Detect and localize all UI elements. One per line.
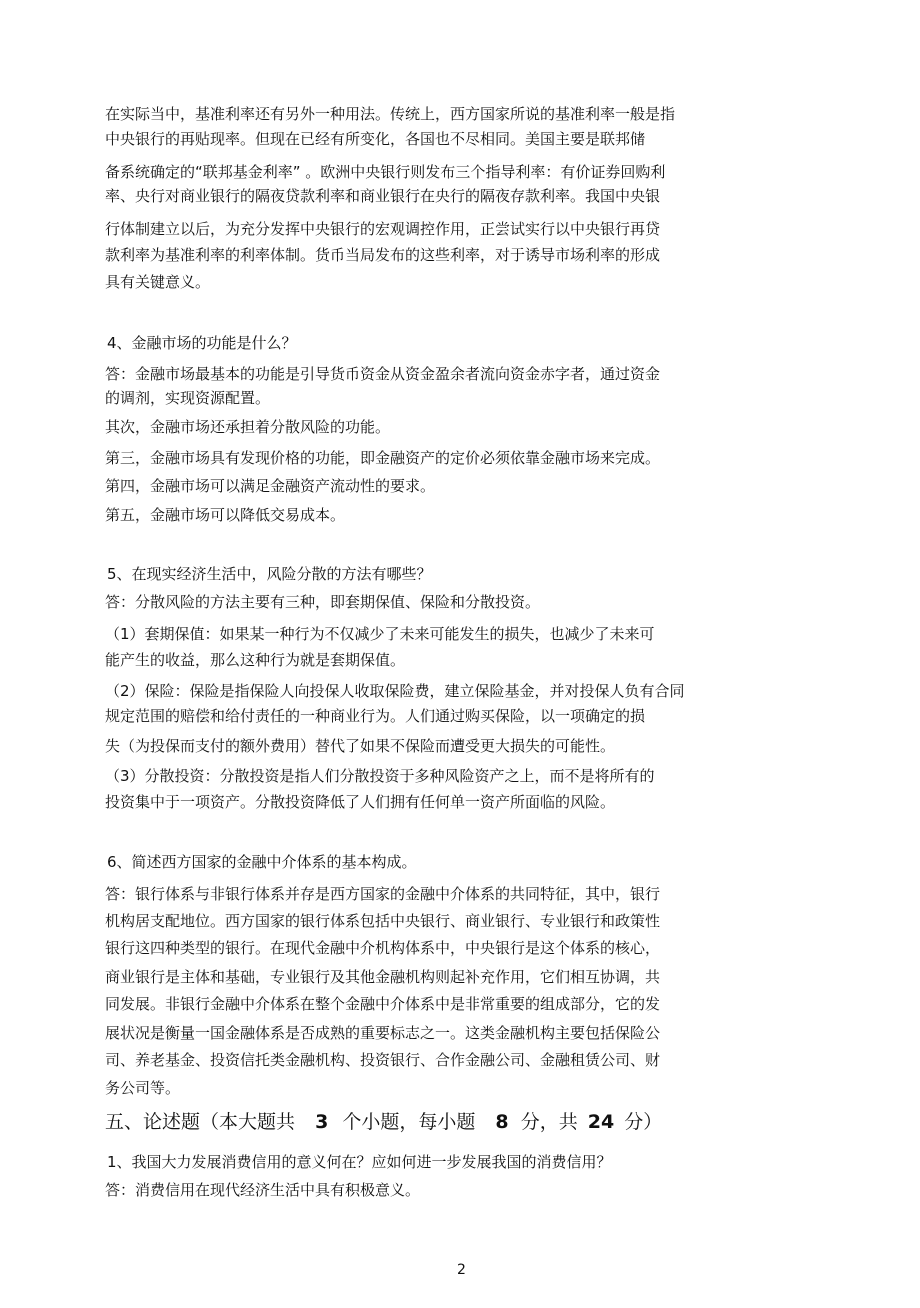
section-heading-mid2: 分，共	[520, 1111, 578, 1133]
answer-line: （2）保险：保险是指保险人向投保人收取保险费，建立保险基金，并对投保人负有合同	[105, 682, 685, 700]
page-number: 2	[457, 1262, 466, 1278]
points-total: 24	[587, 1111, 615, 1133]
paragraph-line: 备系统确定的“联邦基金利率” 。欧洲中央银行则发布三个指导利率：有价证券回购利	[105, 163, 666, 181]
answer-line: （1）套期保值：如果某一种行为不仅减少了未来可能发生的损失，也减少了未来可	[105, 625, 655, 643]
points-each: 8	[495, 1111, 509, 1133]
answer-line: 同发展。非银行金融中介体系在整个金融中介体系中是非常重要的组成部分，它的发	[105, 995, 661, 1013]
answer-line: 规定范围的赔偿和给付责任的一种商业行为。人们通过购买保险，以一项确定的损	[105, 707, 646, 725]
answer-line: 第五，金融市场可以降低交易成本。	[105, 506, 346, 524]
answer-line: 投资集中于一项资产。分散投资降低了人们拥有任何单一资产所面临的风险。	[105, 793, 616, 811]
answer-line: 第四，金融市场可以满足金融资产流动性的要求。	[105, 477, 436, 495]
answer-line: 其次，金融市场还承担着分散风险的功能。	[105, 418, 391, 436]
paragraph-line: 款利率为基准利率的利率体制。货币当局发布的这些利率，对于诱导市场利率的形成	[105, 246, 661, 264]
paragraph-line: 在实际当中，基准利率还有另外一种用法。传统上，西方国家所说的基准利率一般是指	[105, 105, 676, 123]
answer-line: 答：银行体系与非银行体系并存是西方国家的金融中介体系的共同特征，其中，银行	[105, 885, 661, 903]
section-heading	[105, 1110, 662, 1134]
question-heading: 4、金融市场的功能是什么？	[107, 334, 297, 352]
answer-line: 的调剂，实现资源配置。	[105, 389, 271, 407]
answer-line: 答：分散风险的方法主要有三种，即套期保值、保险和分散投资。	[105, 593, 541, 611]
answer-line: 能产生的收益，那么这种行为就是套期保值。	[105, 651, 406, 669]
question-heading: 5、在现实经济生活中，风险分散的方法有哪些？	[107, 565, 432, 583]
paragraph-line: 率、央行对商业银行的隔夜贷款利率和商业银行在央行的隔夜存款利率。我国中央银	[105, 187, 661, 205]
paragraph-line: 具有关键意义。	[105, 273, 211, 291]
paragraph-line: 中央银行的再贴现率。但现在已经有所变化，各国也不尽相同。美国主要是联邦储	[105, 130, 646, 148]
question-heading: 6、简述西方国家的金融中介体系的基本构成。	[107, 853, 417, 871]
answer-line: 展状况是衡量一国金融体系是否成熟的重要标志之一。这类金融机构主要包括保险公	[105, 1024, 661, 1042]
answer-line: 答：消费信用在现代经济生活中具有积极意义。	[105, 1181, 421, 1199]
question-heading: 1、我国大力发展消费信用的意义何在？应如何进一步发展我国的消费信用？	[107, 1153, 612, 1171]
answer-line: 商业银行是主体和基础，专业银行及其他金融机构则起补充作用，它们相互协调，共	[105, 968, 661, 986]
question-count: 3	[315, 1111, 329, 1133]
section-heading-suffix: 分）	[624, 1111, 663, 1133]
paragraph-line: 行体制建立以后，为充分发挥中央银行的宏观调控作用，正尝试实行以中央银行再贷	[105, 220, 661, 238]
answer-line: 银行这四种类型的银行。在现代金融中介机构体系中，中央银行是这个体系的核心，	[105, 939, 661, 957]
answer-line: 务公司等。	[105, 1079, 181, 1097]
answer-line: （3）分散投资：分散投资是指人们分散投资于多种风险资产之上，而不是将所有的	[105, 767, 655, 785]
section-heading-mid1: 个小题，每小题	[342, 1111, 476, 1133]
section-heading-prefix: 五、论述题（本大题共	[105, 1111, 296, 1133]
answer-line: 答：金融市场最基本的功能是引导货币资金从资金盈余者流向资金赤字者，通过资金	[105, 365, 661, 383]
answer-line: 司、养老基金、投资信托类金融机构、投资银行、合作金融公司、金融租赁公司、财	[105, 1051, 661, 1069]
answer-line: 机构居支配地位。西方国家的银行体系包括中央银行、商业银行、专业银行和政策性	[105, 912, 661, 930]
answer-line: 第三，金融市场具有发现价格的功能，即金融资产的定价必须依靠金融市场来完成。	[105, 449, 661, 467]
answer-line: 失（为投保而支付的额外费用）替代了如果不保险而遭受更大损失的可能性。	[105, 737, 616, 755]
